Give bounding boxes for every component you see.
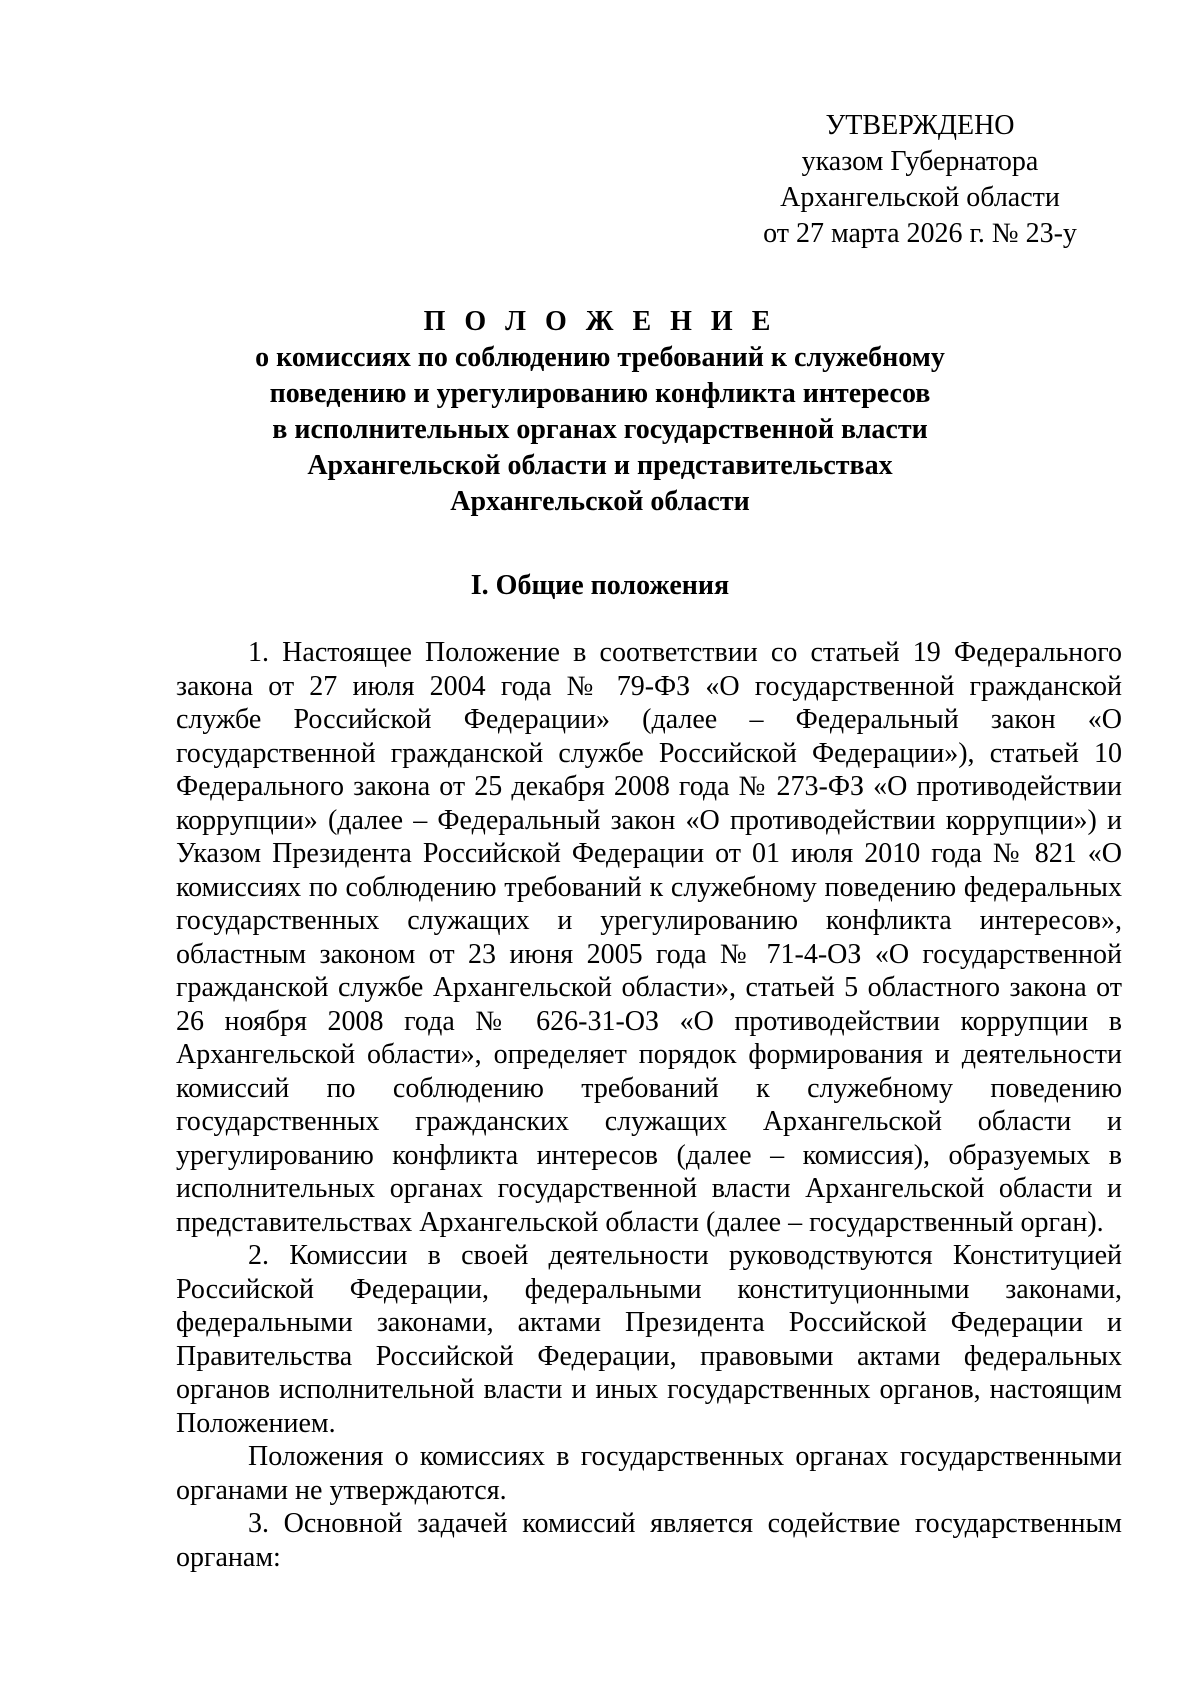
- document-title-block: [180, 304, 1020, 520]
- approval-region: Архангельской области: [780, 182, 1060, 213]
- document-title-line: Архангельской области: [450, 486, 750, 517]
- paragraph: 1. Настоящее Положение в соответствии со статьей 19 Федерального закона от 27 июля 2004 года № 79-ФЗ «О государственной гражданской службе Российской Федерации» (далее – Федеральный закон «О государственной гражданской службе Российской Федерации»), статьей 10 Федерального закона от 25 декабря 2008 года № 273-ФЗ «О противодействии коррупции» (далее – Федеральный закон «О противодействии коррупции») и Указом Президента Российской Федерации от 01 июля 2010 года № 821 «О комиссиях по соблюдению требований к служебному поведению федеральных государственных служащих и урегулированию конфликта интересов», областным законом от 23 июня 2005 года № 71-4-ОЗ «О государственной гражданской службе Архангельской области», статьей 5 областного закона от 26 ноября 2008 года № 626-31-ОЗ «О противодействии коррупции в Архангельской области», определяет порядок формирования и деятельности комиссий по соблюдению требований к служебному поведению государственных гражданских служащих Архангельской области и урегулированию конфликта интересов (далее – комиссия), образуемых в исполнительных органах государственной власти Архангельской области и представительствах Архангельской области (далее – государственный орган).: [176, 637, 1122, 1238]
- paragraph: 3. Основной задачей комиссий является содействие государственным органам:: [176, 1508, 1122, 1573]
- document-title-line: поведению и урегулированию конфликта интересов: [269, 378, 931, 409]
- document-title-line: Архангельской области и представительствах: [307, 450, 893, 481]
- approval-stamp: [740, 108, 1100, 252]
- document-title-line: в исполнительных органах государственной власти: [272, 414, 928, 445]
- section-heading: I. Общие положения: [470, 570, 730, 601]
- document-title-line: о комиссиях по соблюдению требований к служебному: [255, 342, 945, 373]
- document-type-title: П О Л О Ж Е Н И Е: [423, 306, 777, 337]
- approval-label: УТВЕРЖДЕНО: [825, 110, 1015, 141]
- approval-date-number: от 27 марта 2026 г. № 23-у: [763, 218, 1077, 249]
- document-body: [176, 636, 1122, 1574]
- paragraph: Положения о комиссиях в государственных органах государственными органами не утверждаются.: [176, 1441, 1122, 1506]
- approval-authority: указом Губернатора: [801, 146, 1039, 177]
- paragraph: 2. Комиссии в своей деятельности руководствуются Конституцией Российской Федерации, федеральными конституционными законами, федеральными законами, актами Президента Российской Федерации и Правительства Российской Федерации, правовыми актами федеральных органов исполнительной власти и иных государственных органов, настоящим Положением.: [176, 1240, 1122, 1439]
